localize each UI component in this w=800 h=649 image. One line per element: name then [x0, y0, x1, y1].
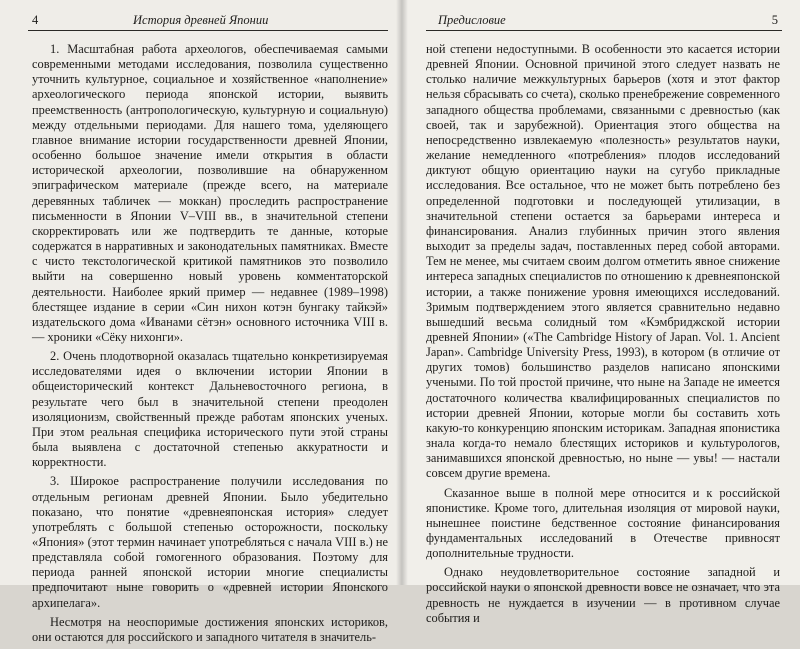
left-paragraph-4: Несмотря на неоспоримые достижения японских историков, они остаются для российского и западного читателя в значитель- [32, 614, 388, 644]
book-gutter-shadow [396, 0, 408, 585]
right-paragraph-3: Однако неудовлетворительное состояние западной и российской науки о японской древности вовсе не означает, что эта древность не нуждается в изучении — в противном случае события и [426, 565, 780, 625]
left-paragraph-2: 2. Очень плодотворной оказалась тщательно конкретизируемая исследователями идея о включении истории Японии в общеисторический контекст Дальневосточного региона, в результате чего был в значительной степени преодолен изоляционизм, свойственный прежде работам японских ученых. При этом реальная специфика исторического пути этой страны была выявлена с достаточной степенью аккуратности и корректности. [32, 349, 388, 470]
left-paragraph-3: 3. Широкое распространение получили исследования по отдельным регионам древней Японии. Было убедительно показано, что понятие «древнеяпонская история» следует употреблять с большой степенью осторожности, поскольку «Япония» (этот термин начинает употребляться с начала VIII в.) не представляла собой гомогенного образования. Поэтому для периода ранней японской истории многие специалисты предпочитают ныне говорить о «древней истории Японского архипелага». [32, 474, 388, 610]
left-page-body [32, 42, 388, 649]
left-page-number: 4 [32, 13, 39, 27]
right-paragraph-2: Сказанное выше в полной мере относится и к российской японистике. Кроме того, длительная изоляция от мировой науки, нынешнее поистине бедственное состояние финансирования фундаментальных исследований в Отечестве привносят дополнительные трудности. [426, 485, 780, 561]
right-page-body [426, 42, 780, 630]
left-running-title: История древней Японии [133, 13, 269, 27]
right-running-title: Предисловие [438, 13, 506, 27]
left-page-header [28, 12, 386, 28]
left-page [0, 0, 402, 644]
right-paragraph-1: ной степени недоступными. В особенности это касается истории древней Японии. Основной причиной этого следует назвать не столько наличие межкультурных барьеров (хотя и этот фактор нельзя сбрасывать со счета), сколько пренебрежение современного западного общества проблемами, связанными с древностью (как своей, так и зарубежной). Ориентация этого общества на непосредственно извлекаемую «полезность» результатов науки, желание немедленного «потребления» плодов исследований диктуют общую ориентацию науки на сугубо прикладные исследования. Все остальное, что не может быть потреблено без определенной подготовки и последующей утилизации, в значительной степени остается за барьерами интереса и финансирования. Анализ глубинных причин этого явления выходит за пределы задач, поставленных перед собой авторами. Тем не менее, мы считаем своим долгом отметить явное снижение интереса западных специалистов по отношению к древнеяпонской истории, а также понижение уровня имеющихся исследований. Зримым подтверждением этого является сравнительно недавно вышедший весьма солидный том «Кэмбриджской истории древней Японии» («The Cambridge History of Japan. Vol. 1. Ancient Japan». Cambridge University Press, 1993), в котором (в отличие от других томов) большинство разделов написано японскими учеными. По той простой причине, что ныне на Западе не имеется достаточного количества квалифицированных специалистов по истории древней Японии, которые могли бы составить хоть какую-то конкуренцию японским историкам. Западная японистика знала когда-то немало блестящих историков и культурологов, занимавшихся японской древностью, но ныне — увы! — настали совсем другие времена. [426, 42, 780, 481]
left-header-rule [28, 30, 388, 31]
right-page [402, 0, 800, 625]
right-page-number: 5 [771, 13, 778, 27]
left-paragraph-1: 1. Масштабная работа археологов, обеспечиваемая самыми современными методами исследования, позволила существенно уточнить культурное, социальное и хозяйственное «наполнение» археологического периода японской истории, выявить преемственность (антропологическую, культурную и социальную) между отдельными периодами. Для нашего тома, уделяющего главное внимание истории государственности древней Японии, особенно большое значение имели открытия в области исторической археологии, позволившие на обнаруженном эпиграфическом материале (прежде всего, на материале деревянных табличек — моккан) проследить распространение письменности в Японии V–VIII вв., в значительной степени скорректировать или же подтвердить те данные, которые содержатся в нарративных и законодательных памятниках. Вместе с чисто текстологической критикой памятников это позволило выйти на совершенно новый уровень комментаторской деятельности. Наиболее яркий пример — недавнее (1989–1998) блестящее издание в серии «Син нихон котэн бунгаку тайкэй» издательского дома «Иванами сётэн» основного источника VIII в. — хроники «Сёку нихонги». [32, 42, 388, 344]
right-header-rule [426, 30, 782, 31]
right-page-header [426, 12, 780, 28]
